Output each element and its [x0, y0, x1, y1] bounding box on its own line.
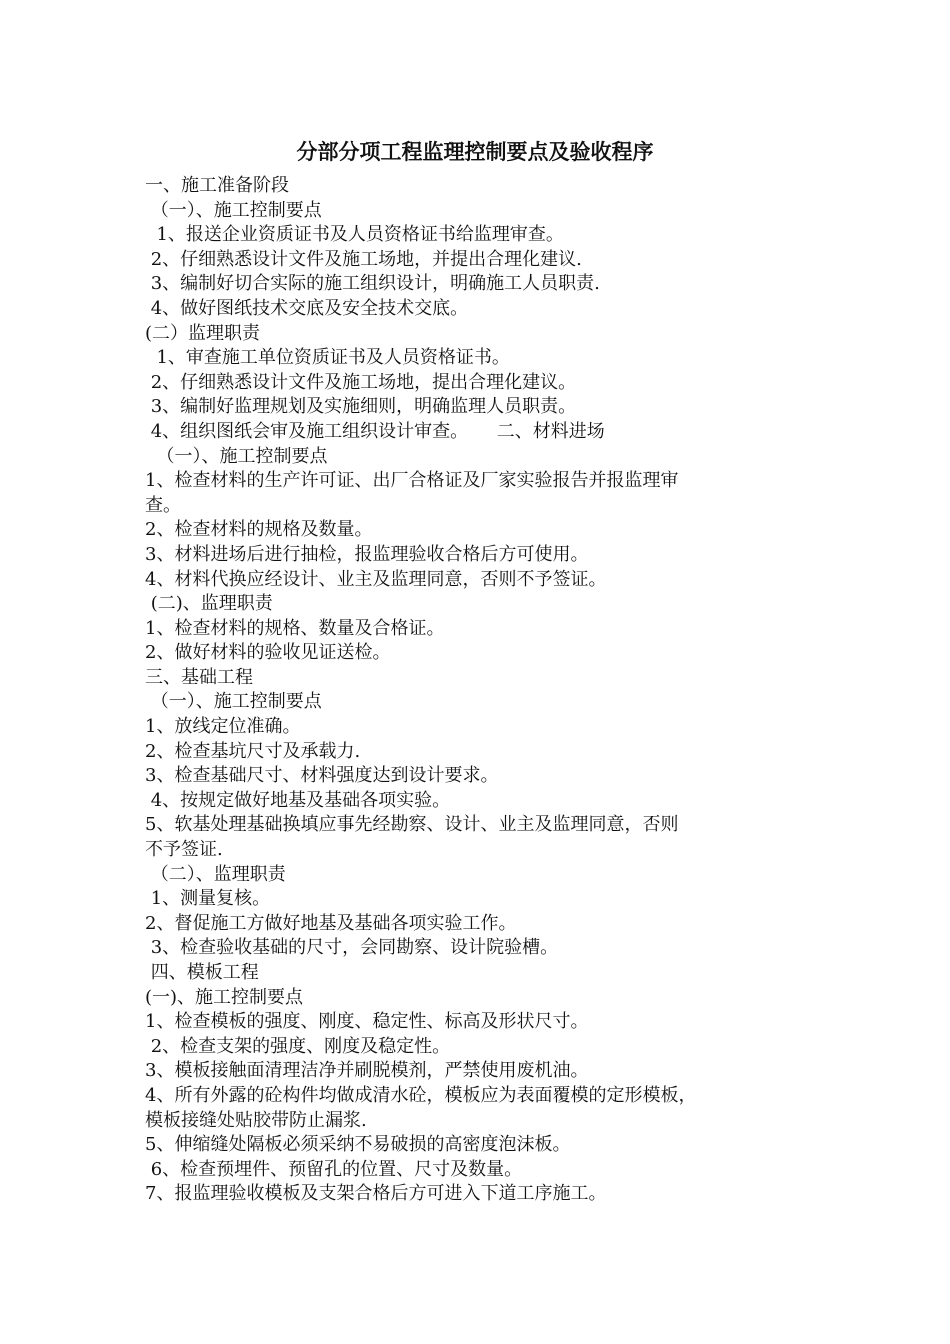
text-line: 4、按规定做好地基及基础各项实验。 [145, 789, 451, 811]
text-line: 2、检查材料的规格及数量。 [145, 519, 373, 541]
text-line: 7、报监理验收模板及支架合格后方可进入下道工序施工。 [145, 1183, 607, 1205]
text-line: 四、模板工程 [145, 962, 259, 983]
text-line: 1、审查施工单位资质证书及人员资格证书。 [145, 347, 510, 369]
text-line: 4、材料代换应经设计、业主及监理同意，否则不予签证。 [145, 568, 607, 590]
text-line: 5、伸缩缝处隔板必须采纳不易破损的高密度泡沫板。 [145, 1134, 571, 1156]
text-line: 三、基础工程 [145, 666, 253, 688]
text-line: (二)、监理职责 [145, 593, 273, 615]
text-line: 1、检查模板的强度、刚度、稳定性、标高及形状尺寸。 [145, 1011, 589, 1033]
text-line: 2、督促施工方做好地基及基础各项实验工作。 [145, 912, 517, 934]
text-line: （一）、施工控制要点 [145, 691, 322, 713]
document-title: 分部分项工程监理控制要点及验收程序 [296, 140, 654, 164]
text-line: 3、检查基础尺寸、材料强度达到设计要求。 [145, 765, 499, 787]
text-line: 3、材料进场后进行抽检，报监理验收合格后方可使用。 [145, 543, 589, 565]
text-line: 4、组织图纸会审及施工组织设计审查。 二、材料进场 [145, 420, 605, 442]
text-line: 4、做好图纸技术交底及安全技术交底。 [145, 297, 469, 319]
text-line: 模板接缝处贴胶带防止漏浆. [145, 1109, 367, 1131]
text-line: 查。 [145, 494, 181, 516]
text-line: （一）、施工控制要点 [145, 199, 322, 221]
text-line: 1、检查材料的生产许可证、出厂合格证及厂家实验报告并报监理审 [145, 470, 679, 492]
text-line: 1、放线定位准确。 [145, 716, 301, 738]
text-line: (一)、施工控制要点 [145, 986, 304, 1008]
text-line: 一、施工准备阶段 [145, 175, 289, 196]
text-line: 1、检查材料的规格、数量及合格证。 [145, 617, 445, 639]
text-line: （二）、监理职责 [145, 863, 286, 885]
text-line: 4、所有外露的砼构件均做成清水砼，模板应为表面覆模的定形模板， [145, 1084, 697, 1106]
text-line: (二）监理职责 [145, 322, 261, 344]
text-line: 6、检查预埋件、预留孔的位置、尺寸及数量。 [145, 1158, 523, 1180]
text-line: 3、编制好监理规划及实施细则，明确监理人员职责。 [145, 396, 577, 418]
text-line: 3、模板接触面清理洁净并刷脱模剂，严禁使用废机油。 [145, 1060, 589, 1082]
text-line: 2、做好材料的验收见证送检。 [145, 642, 391, 664]
text-line: 1、测量复核。 [145, 888, 271, 910]
text-line: 2、检查基坑尺寸及承载力. [145, 740, 361, 762]
text-line: 2、仔细熟悉设计文件及施工场地，提出合理化建议。 [145, 371, 577, 393]
text-line: 2、仔细熟悉设计文件及施工场地，并提出合理化建议. [145, 248, 582, 270]
text-line: 2、检查支架的强度、刚度及稳定性。 [145, 1035, 451, 1057]
document-body [145, 174, 835, 1207]
text-line: 3、编制好切合实际的施工组织设计，明确施工人员职责. [145, 273, 600, 295]
text-line: 5、软基处理基础换填应事先经勘察、设计、业主及监理同意，否则 [145, 814, 679, 836]
text-line: 1、报送企业资质证书及人员资格证书给监理审查。 [145, 224, 564, 246]
text-line: 不予签证. [145, 839, 223, 861]
text-line: 3、检查验收基础的尺寸，会同勘察、设计院验槽。 [145, 937, 559, 959]
text-line: （一）、施工控制要点 [145, 445, 328, 467]
